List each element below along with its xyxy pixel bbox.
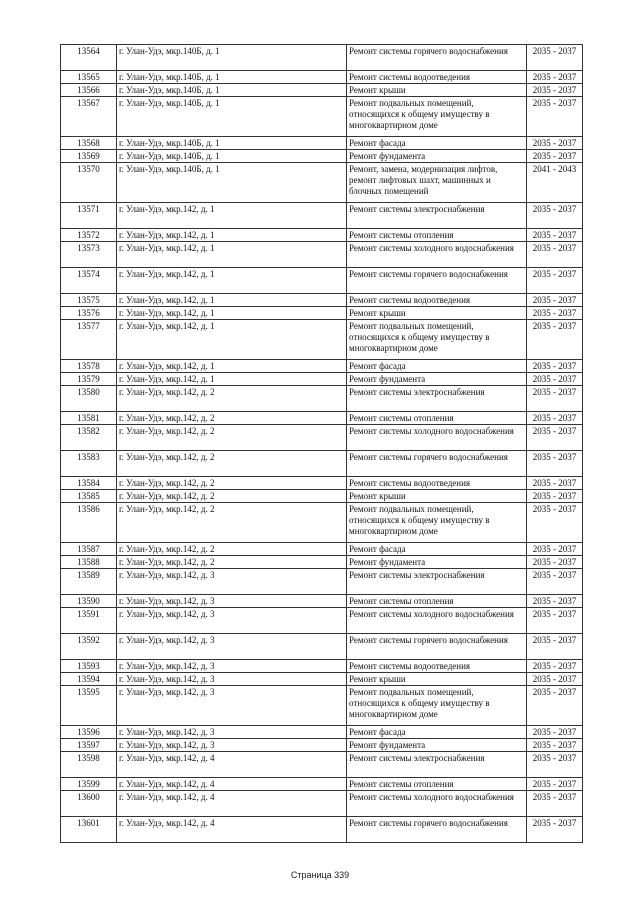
- row-address: г. Улан-Удэ, мкр.142, д. 2: [117, 556, 347, 569]
- table-row: [61, 320, 583, 360]
- table-body: [61, 45, 583, 843]
- row-work-type: Ремонт системы холодного водоснабжения: [347, 425, 527, 451]
- row-work-type: Ремонт подвальных помещений, относящихся к общему имуществу в многоквартирном доме: [347, 503, 527, 543]
- row-work-type: Ремонт системы водоотведения: [347, 477, 527, 490]
- row-period: 2035 - 2037: [527, 543, 583, 556]
- table-row: [61, 503, 583, 543]
- row-period: 2035 - 2037: [527, 150, 583, 163]
- row-period: 2035 - 2037: [527, 791, 583, 817]
- row-number: 13564: [61, 45, 117, 71]
- row-number: 13572: [61, 229, 117, 242]
- row-period: 2035 - 2037: [527, 307, 583, 320]
- row-work-type: Ремонт, замена, модернизация лифтов, ремонт лифтовых шахт, машинных и блочных помещений: [347, 163, 527, 203]
- row-number: 13571: [61, 203, 117, 229]
- table-row: [61, 490, 583, 503]
- row-period: 2035 - 2037: [527, 569, 583, 595]
- row-work-type: Ремонт системы водоотведения: [347, 660, 527, 673]
- row-number: 13594: [61, 673, 117, 686]
- row-work-type: Ремонт крыши: [347, 84, 527, 97]
- row-address: г. Улан-Удэ, мкр.142, д. 2: [117, 412, 347, 425]
- row-address: г. Улан-Удэ, мкр.142, д. 2: [117, 543, 347, 556]
- row-address: г. Улан-Удэ, мкр.142, д. 1: [117, 242, 347, 268]
- table-row: [61, 294, 583, 307]
- row-period: 2035 - 2037: [527, 373, 583, 386]
- row-period: 2035 - 2037: [527, 412, 583, 425]
- row-work-type: Ремонт системы отопления: [347, 778, 527, 791]
- row-address: г. Улан-Удэ, мкр.142, д. 2: [117, 386, 347, 412]
- row-address: г. Улан-Удэ, мкр.140Б, д. 1: [117, 137, 347, 150]
- table-row: [61, 71, 583, 84]
- table-row: [61, 726, 583, 739]
- row-number: 13598: [61, 752, 117, 778]
- row-period: 2035 - 2037: [527, 137, 583, 150]
- row-period: 2035 - 2037: [527, 229, 583, 242]
- row-period: 2035 - 2037: [527, 673, 583, 686]
- table-row: [61, 791, 583, 817]
- row-period: 2035 - 2037: [527, 84, 583, 97]
- row-period: 2035 - 2037: [527, 268, 583, 294]
- table-row: [61, 163, 583, 203]
- row-address: г. Улан-Удэ, мкр.142, д. 1: [117, 320, 347, 360]
- table-row: [61, 137, 583, 150]
- row-address: г. Улан-Удэ, мкр.142, д. 1: [117, 307, 347, 320]
- row-work-type: Ремонт фундамента: [347, 373, 527, 386]
- row-number: 13568: [61, 137, 117, 150]
- row-number: 13575: [61, 294, 117, 307]
- row-number: 13592: [61, 634, 117, 660]
- row-number: 13582: [61, 425, 117, 451]
- row-number: 13599: [61, 778, 117, 791]
- row-work-type: Ремонт фасада: [347, 543, 527, 556]
- row-address: г. Улан-Удэ, мкр.142, д. 1: [117, 268, 347, 294]
- table-row: [61, 634, 583, 660]
- row-work-type: Ремонт подвальных помещений, относящихся к общему имуществу в многоквартирном доме: [347, 97, 527, 137]
- table-row: [61, 307, 583, 320]
- table-row: [61, 229, 583, 242]
- row-number: 13595: [61, 686, 117, 726]
- table-row: [61, 556, 583, 569]
- row-period: 2035 - 2037: [527, 386, 583, 412]
- row-work-type: Ремонт фундамента: [347, 150, 527, 163]
- row-work-type: Ремонт фундамента: [347, 739, 527, 752]
- row-address: г. Улан-Удэ, мкр.140Б, д. 1: [117, 84, 347, 97]
- table-row: [61, 360, 583, 373]
- row-period: 2035 - 2037: [527, 726, 583, 739]
- table-row: [61, 752, 583, 778]
- row-address: г. Улан-Удэ, мкр.142, д. 4: [117, 791, 347, 817]
- row-period: 2035 - 2037: [527, 242, 583, 268]
- row-number: 13577: [61, 320, 117, 360]
- row-address: г. Улан-Удэ, мкр.142, д. 3: [117, 595, 347, 608]
- row-address: г. Улан-Удэ, мкр.142, д. 2: [117, 503, 347, 543]
- row-work-type: Ремонт системы холодного водоснабжения: [347, 242, 527, 268]
- row-number: 13600: [61, 791, 117, 817]
- row-work-type: Ремонт системы электроснабжения: [347, 569, 527, 595]
- row-address: г. Улан-Удэ, мкр.142, д. 1: [117, 229, 347, 242]
- row-period: 2035 - 2037: [527, 595, 583, 608]
- row-address: г. Улан-Удэ, мкр.140Б, д. 1: [117, 97, 347, 137]
- row-period: 2035 - 2037: [527, 97, 583, 137]
- table-row: [61, 45, 583, 71]
- row-period: 2035 - 2037: [527, 477, 583, 490]
- row-address: г. Улан-Удэ, мкр.142, д. 3: [117, 608, 347, 634]
- row-work-type: Ремонт фасада: [347, 360, 527, 373]
- row-number: 13576: [61, 307, 117, 320]
- page-number: Страница 339: [290, 870, 350, 880]
- row-address: г. Улан-Удэ, мкр.142, д. 2: [117, 425, 347, 451]
- row-number: 13573: [61, 242, 117, 268]
- row-period: 2035 - 2037: [527, 203, 583, 229]
- table-row: [61, 203, 583, 229]
- row-work-type: Ремонт крыши: [347, 673, 527, 686]
- row-address: г. Улан-Удэ, мкр.140Б, д. 1: [117, 150, 347, 163]
- row-address: г. Улан-Удэ, мкр.142, д. 3: [117, 726, 347, 739]
- row-work-type: Ремонт системы горячего водоснабжения: [347, 817, 527, 843]
- row-period: 2035 - 2037: [527, 320, 583, 360]
- row-number: 13580: [61, 386, 117, 412]
- table-row: [61, 451, 583, 477]
- table-row: [61, 268, 583, 294]
- row-work-type: Ремонт системы горячего водоснабжения: [347, 45, 527, 71]
- row-address: г. Улан-Удэ, мкр.142, д. 3: [117, 569, 347, 595]
- row-work-type: Ремонт фундамента: [347, 556, 527, 569]
- row-period: 2035 - 2037: [527, 503, 583, 543]
- table-row: [61, 386, 583, 412]
- row-work-type: Ремонт системы электроснабжения: [347, 752, 527, 778]
- row-number: 13585: [61, 490, 117, 503]
- row-period: 2035 - 2037: [527, 634, 583, 660]
- row-period: 2041 - 2043: [527, 163, 583, 203]
- table-row: [61, 412, 583, 425]
- table-row: [61, 242, 583, 268]
- row-work-type: Ремонт системы водоотведения: [347, 71, 527, 84]
- row-number: 13570: [61, 163, 117, 203]
- row-period: 2035 - 2037: [527, 660, 583, 673]
- row-work-type: Ремонт крыши: [347, 490, 527, 503]
- table-row: [61, 477, 583, 490]
- row-work-type: Ремонт системы холодного водоснабжения: [347, 608, 527, 634]
- row-number: 13593: [61, 660, 117, 673]
- row-number: 13574: [61, 268, 117, 294]
- row-period: 2035 - 2037: [527, 778, 583, 791]
- row-work-type: Ремонт фасада: [347, 137, 527, 150]
- row-work-type: Ремонт системы электроснабжения: [347, 386, 527, 412]
- row-work-type: Ремонт фасада: [347, 726, 527, 739]
- row-address: г. Улан-Удэ, мкр.142, д. 2: [117, 490, 347, 503]
- table-row: [61, 150, 583, 163]
- row-number: 13581: [61, 412, 117, 425]
- table-row: [61, 673, 583, 686]
- row-address: г. Улан-Удэ, мкр.142, д. 3: [117, 634, 347, 660]
- row-number: 13597: [61, 739, 117, 752]
- row-work-type: Ремонт системы горячего водоснабжения: [347, 451, 527, 477]
- row-period: 2035 - 2037: [527, 752, 583, 778]
- table-row: [61, 608, 583, 634]
- table-row: [61, 686, 583, 726]
- row-work-type: Ремонт системы отопления: [347, 412, 527, 425]
- row-period: 2035 - 2037: [527, 608, 583, 634]
- row-number: 13596: [61, 726, 117, 739]
- row-work-type: Ремонт системы горячего водоснабжения: [347, 268, 527, 294]
- row-work-type: Ремонт крыши: [347, 307, 527, 320]
- row-work-type: Ремонт системы холодного водоснабжения: [347, 791, 527, 817]
- row-number: 13586: [61, 503, 117, 543]
- table-row: [61, 739, 583, 752]
- row-number: 13584: [61, 477, 117, 490]
- row-work-type: Ремонт системы горячего водоснабжения: [347, 634, 527, 660]
- row-address: г. Улан-Удэ, мкр.142, д. 1: [117, 203, 347, 229]
- row-period: 2035 - 2037: [527, 739, 583, 752]
- row-period: 2035 - 2037: [527, 45, 583, 71]
- row-period: 2035 - 2037: [527, 71, 583, 84]
- row-work-type: Ремонт системы отопления: [347, 229, 527, 242]
- row-period: 2035 - 2037: [527, 425, 583, 451]
- row-address: г. Улан-Удэ, мкр.142, д. 4: [117, 752, 347, 778]
- table-row: [61, 817, 583, 843]
- table-row: [61, 84, 583, 97]
- table-row: [61, 425, 583, 451]
- row-address: г. Улан-Удэ, мкр.142, д. 2: [117, 451, 347, 477]
- row-number: 13591: [61, 608, 117, 634]
- row-address: г. Улан-Удэ, мкр.142, д. 4: [117, 778, 347, 791]
- row-address: г. Улан-Удэ, мкр.142, д. 1: [117, 360, 347, 373]
- row-period: 2035 - 2037: [527, 294, 583, 307]
- row-period: 2035 - 2037: [527, 451, 583, 477]
- row-work-type: Ремонт системы водоотведения: [347, 294, 527, 307]
- row-work-type: Ремонт подвальных помещений, относящихся к общему имуществу в многоквартирном доме: [347, 320, 527, 360]
- row-address: г. Улан-Удэ, мкр.142, д. 3: [117, 686, 347, 726]
- row-address: г. Улан-Удэ, мкр.142, д. 3: [117, 673, 347, 686]
- row-address: г. Улан-Удэ, мкр.140Б, д. 1: [117, 163, 347, 203]
- capital-repair-table: [60, 44, 583, 843]
- row-work-type: Ремонт системы электроснабжения: [347, 203, 527, 229]
- row-number: 13583: [61, 451, 117, 477]
- row-address: г. Улан-Удэ, мкр.142, д. 3: [117, 739, 347, 752]
- row-number: 13587: [61, 543, 117, 556]
- row-work-type: Ремонт подвальных помещений, относящихся к общему имуществу в многоквартирном доме: [347, 686, 527, 726]
- row-number: 13565: [61, 71, 117, 84]
- row-address: г. Улан-Удэ, мкр.142, д. 2: [117, 477, 347, 490]
- row-number: 13578: [61, 360, 117, 373]
- row-number: 13579: [61, 373, 117, 386]
- row-address: г. Улан-Удэ, мкр.142, д. 1: [117, 294, 347, 307]
- row-address: г. Улан-Удэ, мкр.142, д. 1: [117, 373, 347, 386]
- row-number: 13589: [61, 569, 117, 595]
- table-row: [61, 543, 583, 556]
- row-number: 13569: [61, 150, 117, 163]
- row-period: 2035 - 2037: [527, 490, 583, 503]
- table-row: [61, 660, 583, 673]
- row-address: г. Улан-Удэ, мкр.140Б, д. 1: [117, 45, 347, 71]
- row-number: 13567: [61, 97, 117, 137]
- table-row: [61, 373, 583, 386]
- row-number: 13601: [61, 817, 117, 843]
- row-period: 2035 - 2037: [527, 556, 583, 569]
- row-address: г. Улан-Удэ, мкр.142, д. 4: [117, 817, 347, 843]
- row-number: 13590: [61, 595, 117, 608]
- table-row: [61, 595, 583, 608]
- row-address: г. Улан-Удэ, мкр.140Б, д. 1: [117, 71, 347, 84]
- table-row: [61, 778, 583, 791]
- row-number: 13566: [61, 84, 117, 97]
- row-period: 2035 - 2037: [527, 817, 583, 843]
- row-address: г. Улан-Удэ, мкр.142, д. 3: [117, 660, 347, 673]
- row-period: 2035 - 2037: [527, 686, 583, 726]
- table-row: [61, 569, 583, 595]
- row-work-type: Ремонт системы отопления: [347, 595, 527, 608]
- table-row: [61, 97, 583, 137]
- row-number: 13588: [61, 556, 117, 569]
- row-period: 2035 - 2037: [527, 360, 583, 373]
